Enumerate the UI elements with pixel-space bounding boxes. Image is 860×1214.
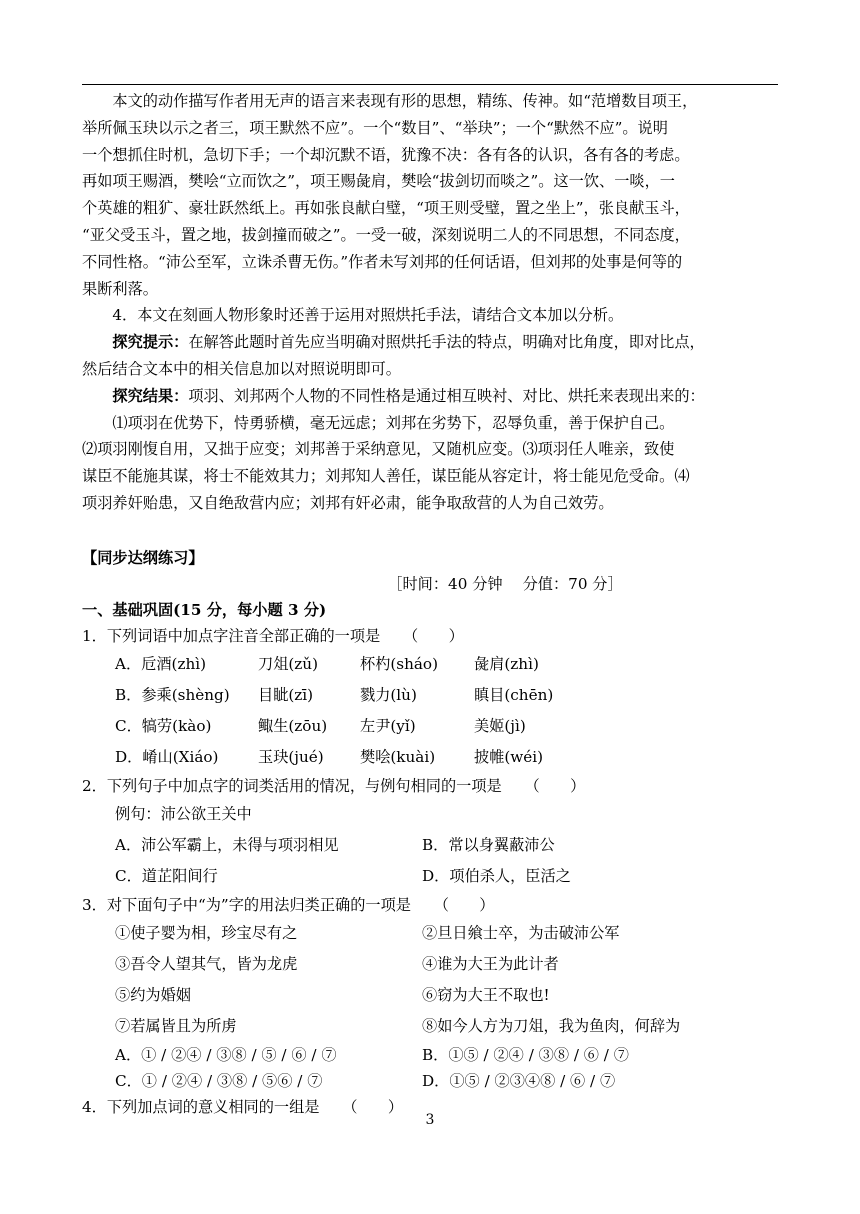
option-item: 戮力(lù) [360, 685, 417, 704]
sentence-row [82, 918, 778, 949]
option-b: B．①⑤ / ②④ / ③⑧ / ⑥ / ⑦ [422, 1045, 629, 1064]
sentence-item: ⑤约为婚姻 [115, 985, 191, 1004]
option-row-b [82, 680, 778, 711]
example-row [82, 799, 778, 830]
option-item: 彘肩(zhì) [474, 654, 539, 673]
option-item: 玉玦(jué) [258, 747, 324, 766]
question-1-stem: 1．下列词语中加点字注音全部正确的一项是 （ ） [82, 626, 464, 645]
result-line [82, 383, 778, 410]
example-sentence: 例句：沛公欲王关中 [115, 804, 252, 823]
option-row [82, 1068, 778, 1094]
page-number: 3 [425, 1112, 435, 1128]
option-b: B．参乘(shèng) [115, 685, 230, 704]
hint-label: 探究提示： [112, 333, 189, 352]
text-line: 一个想抓住时机，急切下手；一个却沉默不语，犹豫不决：各有各的认识，各有各的考虑。 [82, 145, 690, 164]
option-item: 披帷(wéi) [474, 747, 544, 766]
text-line: 果断利落。 [82, 279, 158, 298]
text-line: 谋臣不能施其谋，将士不能效其力；刘邦知人善任，谋臣能从容定计，将士能见危受命。⑷ [82, 467, 690, 486]
option-row-c [82, 711, 778, 742]
text-line: 项羽养奸贻患，又自绝敌营内应；刘邦有奸必肃，能争取敌营的人为自己效劳。 [82, 493, 614, 512]
option-row [82, 830, 778, 861]
sentence-item: ②旦日飨士卒，为击破沛公军 [422, 923, 620, 942]
option-d: D．崤山(Xiáo) [115, 747, 219, 766]
question-4-analysis: 4．本文在刻画人物形象时还善于运用对照烘托手法，请结合文本加以分析。 [112, 306, 624, 325]
option-a: A．沛公军霸上，未得与项羽相见 [115, 835, 339, 854]
sentence-row [82, 949, 778, 980]
text-line: ⑵项羽刚愎自用，又拙于应变；刘邦善于采纳意见，又随机应变。⑶项羽任人唯亲，致使 [82, 440, 675, 459]
text-line: “亚父受玉斗，置之地，拔剑撞而破之”。一受一破，深刻说明二人的不同思想，不同态度， [82, 225, 690, 244]
text-line: 本文的动作描写作者用无声的语言来表现有形的思想，精练、传神。如“范增数目项王， [112, 92, 698, 110]
sentence-item: ④谁为大王为此计者 [422, 954, 559, 973]
section-heading: 一、基础巩固(15 分，每小题 3 分) [82, 600, 327, 619]
sentence-item: ⑧如今人方为刀俎，我为鱼肉，何辞为 [422, 1016, 681, 1035]
text-line: 再如项王赐酒，樊哙“立而饮之”，项王赐彘肩，樊哙“拔剑切而啖之”。这一饮、一啖，一 [82, 172, 675, 191]
option-item: 美姬(jì) [474, 716, 526, 735]
exercise-title: 【同步达纲练习】 [82, 548, 204, 567]
document-body [82, 84, 778, 1120]
sentence-item: ⑥窃为大王不取也! [422, 985, 550, 1004]
hint-line [82, 329, 778, 356]
option-item: 鲰生(zōu) [258, 716, 328, 735]
sentence-row [82, 980, 778, 1011]
sentence-item: ①使子婴为相，珍宝尽有之 [115, 923, 298, 942]
option-c: C．① / ②④ / ③⑧ / ⑤⑥ / ⑦ [115, 1071, 323, 1090]
hint-text: 在解答此题时首先应当明确对照烘托手法的特点，明确对比角度，即对比点， [188, 333, 705, 352]
sentence-row [82, 1011, 778, 1042]
option-c: C．犒劳(kào) [115, 716, 212, 735]
option-row-a [82, 649, 778, 680]
sentence-item: ③吾令人望其气，皆为龙虎 [115, 954, 298, 973]
text-line: 然后结合文本中的相关信息加以对照说明即可。 [82, 359, 401, 378]
option-row-d [82, 742, 778, 773]
question-3-stem: 3．对下面句子中“为”字的用法归类正确的一项是 （ ） [82, 895, 495, 914]
option-d: D．项伯杀人，臣活之 [422, 866, 571, 885]
sentence-item: ⑦若属皆且为所虏 [115, 1016, 237, 1035]
option-c: C．道芷阳间行 [115, 866, 218, 885]
question-4-stem: 4．下列加点词的意义相同的一组是 （ ） [82, 1097, 404, 1116]
text-line: 举所佩玉玦以示之者三，项王默然不应”。一个“数目”、“举玦”；一个“默然不应”。说明 [82, 118, 668, 137]
text-line: 个英雄的粗犷、豪壮跃然纸上。再如张良献白璧，“项王则受璧，置之坐上”，张良献玉斗， [82, 199, 690, 218]
text-line: ⑴项羽在优势下，恃勇骄横，毫无远虑；刘邦在劣势下，忍辱负重，善于保护自己。 [112, 413, 675, 432]
option-d: D．①⑤ / ②③④⑧ / ⑥ / ⑦ [422, 1071, 616, 1090]
option-a: A．① / ②④ / ③⑧ / ⑤ / ⑥ / ⑦ [115, 1045, 337, 1064]
option-item: 樊哙(kuài) [360, 747, 436, 766]
result-label: 探究结果： [112, 386, 189, 405]
option-row [82, 861, 778, 892]
option-item: 瞋目(chēn) [474, 685, 554, 704]
text-line: 不同性格。“沛公至军，立诛杀曹无伤。”作者未写刘邦的任何话语，但刘邦的处事是何等的 [82, 252, 683, 271]
option-b: B．常以身翼蔽沛公 [422, 835, 555, 854]
option-item: 左尹(yǐ) [360, 716, 416, 735]
time-info: ［时间：40 分钟 分值：70 分］ [387, 574, 623, 593]
option-item: 刀俎(zǔ) [258, 654, 319, 673]
option-item: 杯杓(sháo) [360, 654, 438, 673]
analysis-paragraph [82, 88, 778, 302]
question-2-stem: 2．下列句子中加点字的词类活用的情况，与例句相同的一项是 （ ） [82, 776, 586, 795]
option-item: 目眦(zī) [258, 685, 314, 704]
result-text: 项羽、刘邦两个人物的不同性格是通过相互映衬、对比、烘托来表现出来的： [188, 386, 705, 405]
option-row [82, 1042, 778, 1068]
option-a: A．卮酒(zhì) [115, 654, 207, 673]
